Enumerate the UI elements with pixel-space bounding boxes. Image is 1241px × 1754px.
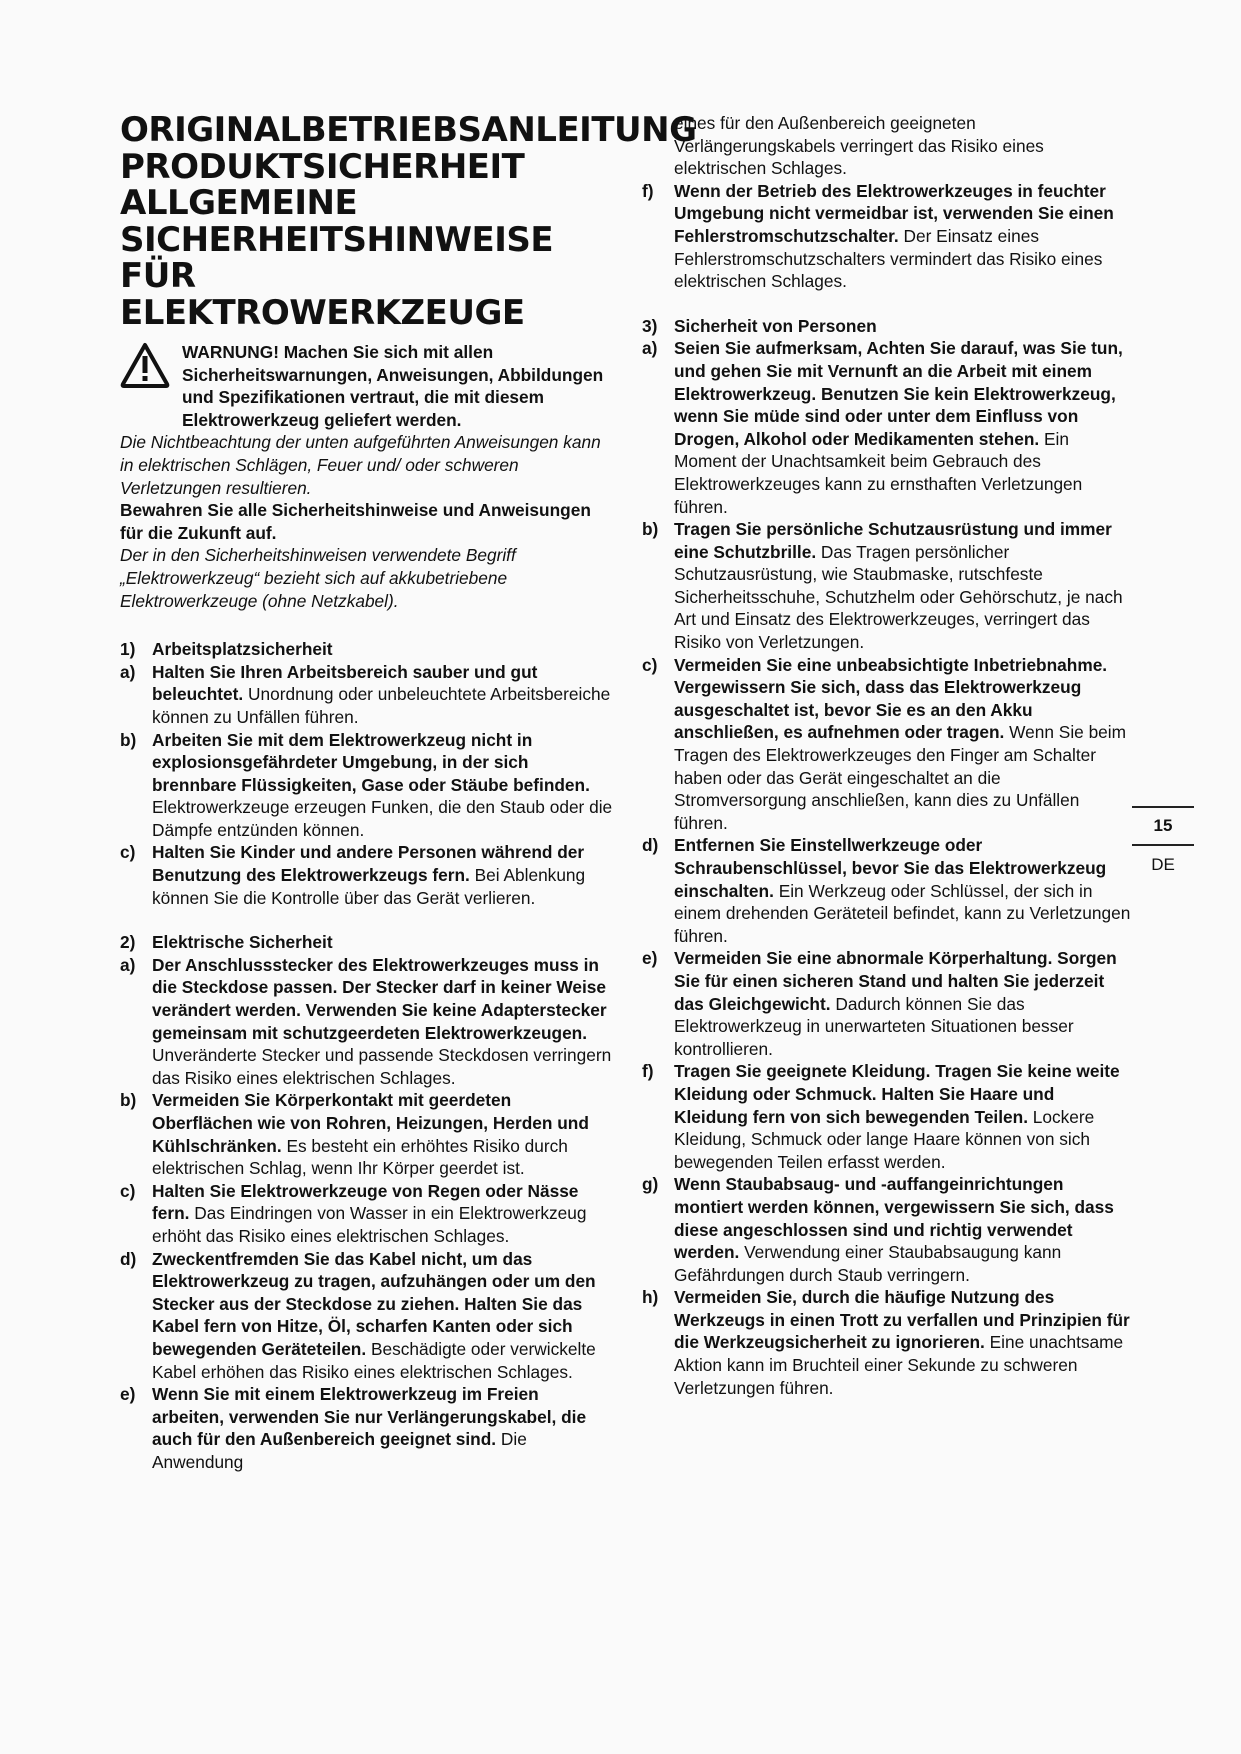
list-item: a) Seien Sie aufmerksam, Achten Sie darauf, was Sie tun, und gehen Sie mit Vernunft an die Arbeit mit einem Elektrowerkzeug. Benutzen Sie kein Elektrowerkzeug, wenn Sie müde sind oder unter dem Einfluss von Drogen, Alkohol oder Medikamenten stehen. Ein Moment der Unachtsamkeit beim Gebrauch des Elektrowerkzeuges kann zu ernsthaften Verletzungen führen. (642, 338, 1123, 517)
page-marker (1132, 806, 1194, 876)
list-item: b) Tragen Sie persönliche Schutzausrüstung und immer eine Schutzbrille. Das Tragen persönlicher Schutzausrüstung, wie Staubmaske, rutschfeste Sicherheitsschuhe, Schutzhelm oder Gehörschutz, je nach Art und Einsatz des Elektrowerkzeuges, verringert das Risiko von Verletzungen. (642, 519, 1123, 653)
keep-instructions-text: Bewahren Sie alle Sicherheitshinweise und Anweisungen für die Zukunft auf. (120, 500, 591, 543)
list-item: g) Wenn Staubabsaug- und -auffangeinrichtungen montiert werden können, vergewissern Sie sich, dass diese angeschlossen sind und richtig verwendet werden. Verwendung einer Staubabsaugung kann Gefährdungen durch Staub verringern. (642, 1174, 1114, 1285)
list-item: e) Vermeiden Sie eine abnormale Körperhaltung. Sorgen Sie für einen sicheren Stand und halten Sie jederzeit das Gleichgewicht. Dadurch können Sie das Elektrowerkzeug in unerwarteten Situationen besser kontrollieren. (642, 948, 1117, 1059)
list-item: e) Wenn Sie mit einem Elektrowerkzeug im Freien arbeiten, verwenden Sie nur Verlängerungskabel, die auch für den Außenbereich geeignet sind. Die Anwendung (120, 1384, 587, 1472)
page-title (120, 110, 697, 333)
warning-note: Die Nichtbeachtung der unten aufgeführten Anweisungen kann in elektrischen Schlägen, Feuer und/ oder schweren Verletzungen resultieren. (120, 432, 601, 498)
language-code: DE (1151, 855, 1175, 874)
right-column (642, 112, 1132, 1399)
list-item: a) Der Anschlussstecker des Elektrowerkzeuges muss in die Steckdose passen. Der Stecker darf in keiner Weise verändert werden. Verwenden Sie keine Adapterstecker gemeinsam mit schutzgeerdeten Elektrowerkzeugen. Unveränderte Stecker und passende Steckdosen verringern das Risiko eines elektrischen Schlages. (120, 954, 612, 1088)
warning-text: WARNUNG! Machen Sie sich mit allen Sicherheitswarnungen, Anweisungen, Abbildungen und Spezifikationen vertraut, die mit diesem Elektrowerkzeug geliefert werden. (182, 342, 604, 430)
title-line: FÜR (120, 256, 196, 296)
list-item: b) Vermeiden Sie Körperkontakt mit geerdeten Oberflächen wie von Rohren, Heizungen, Herden und Kühlschränken. Es besteht ein erhöhtes Risiko durch elektrischen Schlag, wenn Ihr Körper geerdet ist. (120, 1090, 589, 1179)
list-item: c) Halten Sie Elektrowerkzeuge von Regen oder Nässe fern. Das Eindringen von Wasser in ein Elektrowerkzeug erhöht das Risiko eines elektrischen Schlages. (120, 1180, 587, 1246)
list-item: d) Zweckentfremden Sie das Kabel nicht, um das Elektrowerkzeug zu tragen, aufzuhängen oder um den Stecker aus der Steckdose zu ziehen. Halten Sie das Kabel fern von Hitze, Öl, scharfen Kanten oder sich bewegenden Geräteteilen. Beschädigte oder verwickelte Kabel erhöhen das Risiko eines elektrischen Schlages. (120, 1248, 596, 1382)
section-heading-1: 1) Arbeitsplatzsicherheit (120, 639, 333, 660)
list-item: c) Vermeiden Sie eine unbeabsichtigte Inbetriebnahme. Vergewissern Sie sich, dass das Elektrowerkzeug ausgeschaltet ist, bevor Sie es an den Akku anschließen, es aufnehmen oder tragen. Wenn Sie beim Tragen des Elektrowerkzeuges den Finger am Schalter haben oder das Gerät eingeschaltet an die Stromversorgung anschließen, kann dies zu Unfällen führen. (642, 654, 1127, 833)
section-heading-3: 3) Sicherheit von Personen (642, 315, 877, 336)
continued-text: eines für den Außenbereich geeigneten Verlängerungskabels verringert das Risiko eines elektrischen Schlages. (674, 113, 1044, 179)
left-column (120, 110, 697, 1474)
list-item: f) Tragen Sie geeignete Kleidung. Tragen Sie keine weite Kleidung oder Schmuck. Halten Sie Haare und Kleidung fern von sich bewegenden Teilen. Lockere Kleidung, Schmuck oder lange Haare können von sich bewegenden Teilen erfasst werden. (642, 1061, 1120, 1172)
list-item: b) Arbeiten Sie mit dem Elektrowerkzeug nicht in explosionsgefährdeter Umgebung, in der sich brennbare Flüssigkeiten, Gase oder Stäube befinden. Elektrowerkzeuge erzeugen Funken, die den Staub oder die Dämpfe entzünden können. (120, 729, 613, 840)
section-heading-2: 2) Elektrische Sicherheit (120, 932, 333, 953)
list-item: d) Entfernen Sie Einstellwerkzeuge oder Schraubenschlüssel, bevor Sie das Elektrowerkzeug einschalten. Ein Werkzeug oder Schlüssel, der sich in einem drehenden Geräteteil befindet, kann zu Verletzungen führen. (642, 835, 1131, 946)
title-line: SICHERHEITSHINWEISE (120, 219, 554, 260)
warning-triangle-icon (120, 342, 170, 388)
list-item: a) Halten Sie Ihren Arbeitsbereich sauber und gut beleuchtet. Unordnung oder unbeleuchtete Arbeitsbereiche können zu Unfällen führen. (120, 661, 611, 727)
list-item: f) Wenn der Betrieb des Elektrowerkzeuges in feuchter Umgebung nicht vermeidbar ist, verwenden Sie einen Fehlerstromschutzschalter. Der Einsatz eines Fehlerstromschutzschalters vermindert das Risiko eines elektrischen Schlages. (642, 180, 1114, 292)
list-item: h) Vermeiden Sie, durch die häufige Nutzung des Werkzeugs in einen Trott zu verfallen und Prinzipien für die Werkzeugsicherheit zu ignorieren. Eine unachtsame Aktion kann im Bruchteil einer Sekunde zu schweren Verletzungen führen. (642, 1287, 1130, 1398)
term-definition: Der in den Sicherheitshinweisen verwendete Begriff „Elektrowerkzeug“ bezieht sich auf akkubetriebene Elektrowerkzeuge (ohne Netzkabel). (120, 545, 516, 611)
title-line: ELEKTROWERKZEUGE (120, 292, 525, 333)
list-item: c) Halten Sie Kinder und andere Personen während der Benutzung des Elektrowerkzeugs fern. Bei Ablenkung können Sie die Kontrolle über das Gerät verlieren. (120, 842, 586, 908)
page-number: 15 (1153, 816, 1173, 835)
title-line: ALLGEMEINE (120, 183, 358, 223)
warning-block (120, 341, 615, 612)
title-line: PRODUKTSICHERHEIT (120, 146, 525, 187)
title-line: ORIGINALBETRIEBSANLEITUNG (120, 110, 697, 150)
